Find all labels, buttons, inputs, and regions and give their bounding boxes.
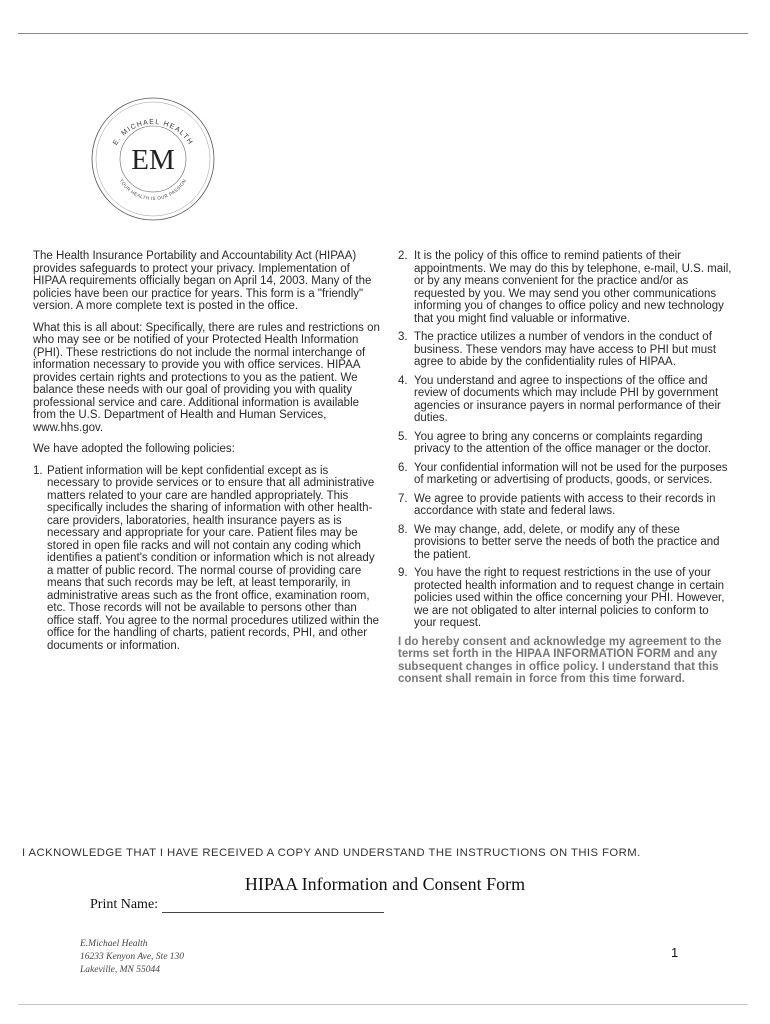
form-title: HIPAA Information and Consent Form [244,874,526,894]
intro-paragraph: The Health Insurance Portability and Accountability Act (HIPAA) provides safeguards to protect your privacy. Implementation of HIPAA requirements officially began on April 14, 2003. Many of the policies have been our practice for years. This form is a "friendly" version. A more complete text is posted in the office. [33,250,372,312]
address-line-1: E.Michael Health [80,939,148,949]
policy-text: It is the policy of this office to remind patients of their appointments. We may do this by telephone, e-mail, U.S. mail, or by any means convenient for the practice and/or as requested by you. We may send you other communications informing you of changes to office policy and new technology that you might find valuable or informative. [414,250,732,325]
policy-number: 7. [398,492,408,505]
logo-arc-top: E. MICHAEL HEALTH [112,118,194,147]
policy-text: We may change, add, delete, or modify any of these provisions to better serve the needs of both the practice and the patient. [414,523,720,561]
about-paragraph: What this is all about: Specifically, there are rules and restrictions on who may see or be notified of your Protected Health Information (PHI). These restrictions do not include the normal interchange of information necessary to provide you with office services. HIPAA provides certain rights and protections to you as the patient. We balance these needs with our goal of providing you with quality professional service and care. Additional information is available from the U.S. Department of Health and Human Services, www.hhs.gov. [33,321,380,434]
logo-monogram: EM [131,144,175,176]
policy-number: 8. [398,523,408,536]
policy-text: Your confidential information will not be used for the purposes of marketing or advertising of products, goods, or services. [414,461,728,486]
policy-item-9 [398,567,733,630]
clinic-logo [90,96,216,222]
policy-number: 5. [398,430,408,443]
page-number: 1 [671,945,679,960]
print-name-label: Print Name: [90,897,159,912]
policy-item-8 [398,524,733,562]
print-name-field[interactable] [162,898,384,913]
policy-item-4 [398,375,733,425]
policy-item-2 [398,250,733,325]
address-line-3: Lakeville, MN 55044 [80,965,160,975]
policy-text: You understand and agree to inspections of the office and review of documents which may include PHI by government agencies or insurance payers in normal performance of their duties. [414,374,721,424]
policy-number: 2. [398,250,408,262]
policy-item-1 [33,465,383,653]
policy-text: Patient information will be kept confidential except as is necessary to provide services or to ensure that all administrative matters related to your care are handled appropriately. This specifically includes the sharing of information with other health-care providers, laboratories, health insurance payers as is necessary and appropriate for your care. Patient files may be stored in open file racks and will not contain any coding which identifies a patient's condition or information which is not already a matter of public record. The normal course of providing care means that such records may be left, at least temporarily, in administrative areas such as the front office, examination room, etc. Those records will not be available to persons other than office staff. You agree to the normal procedures utilized within the office for the handling of charts, patient records, PHI, and other documents or information. [47,464,380,652]
policy-number: 9. [398,567,408,579]
acknowledgement-line: I ACKNOWLEDGE THAT I HAVE RECEIVED A COPY AND UNDERSTAND THE INSTRUCTIONS ON THIS FORM. [22,847,641,859]
logo-arc-bottom: YOUR HEALTH IS OUR PASSION [118,178,188,202]
print-name-row [90,897,384,913]
policy-number: 3. [398,331,408,343]
clinic-address [80,938,184,977]
logo-seal-icon [90,96,216,222]
policy-number: 4. [398,374,408,387]
policy-text: We agree to provide patients with access to their records in accordance with state and federal laws. [414,492,716,517]
policy-number: 1. [33,464,43,477]
right-column [398,250,733,695]
policy-item-3 [398,331,733,369]
policy-text: The practice utilizes a number of vendors in the conduct of business. These vendors may have access to PHI but must agree to abide by the confidentiality rules of HIPAA. [414,331,717,368]
policy-item-6 [398,462,733,487]
left-column [33,250,383,658]
policy-text: You agree to bring any concerns or complaints regarding privacy to the attention of the office manager or the doctor. [414,430,712,455]
policy-text: You have the right to request restrictions in the use of your protected health information and to request change in certain policies used within the office concerning your PHI. However, we are not obligated to alter internal policies to conform to your request. [414,567,725,629]
address-line-2: 16233 Kenyon Ave, Ste 130 [80,952,185,962]
adopted-policies-heading: We have adopted the following policies: [33,443,235,455]
policy-item-7 [398,493,733,518]
policy-number: 6. [398,461,408,474]
policy-item-5 [398,431,733,456]
consent-statement: I do hereby consent and acknowledge my agreement to the terms set forth in the HIPAA INFORMATION FORM and any subsequent changes in office policy. I understand that this consent shall remain in force from this time forward. [398,635,722,685]
